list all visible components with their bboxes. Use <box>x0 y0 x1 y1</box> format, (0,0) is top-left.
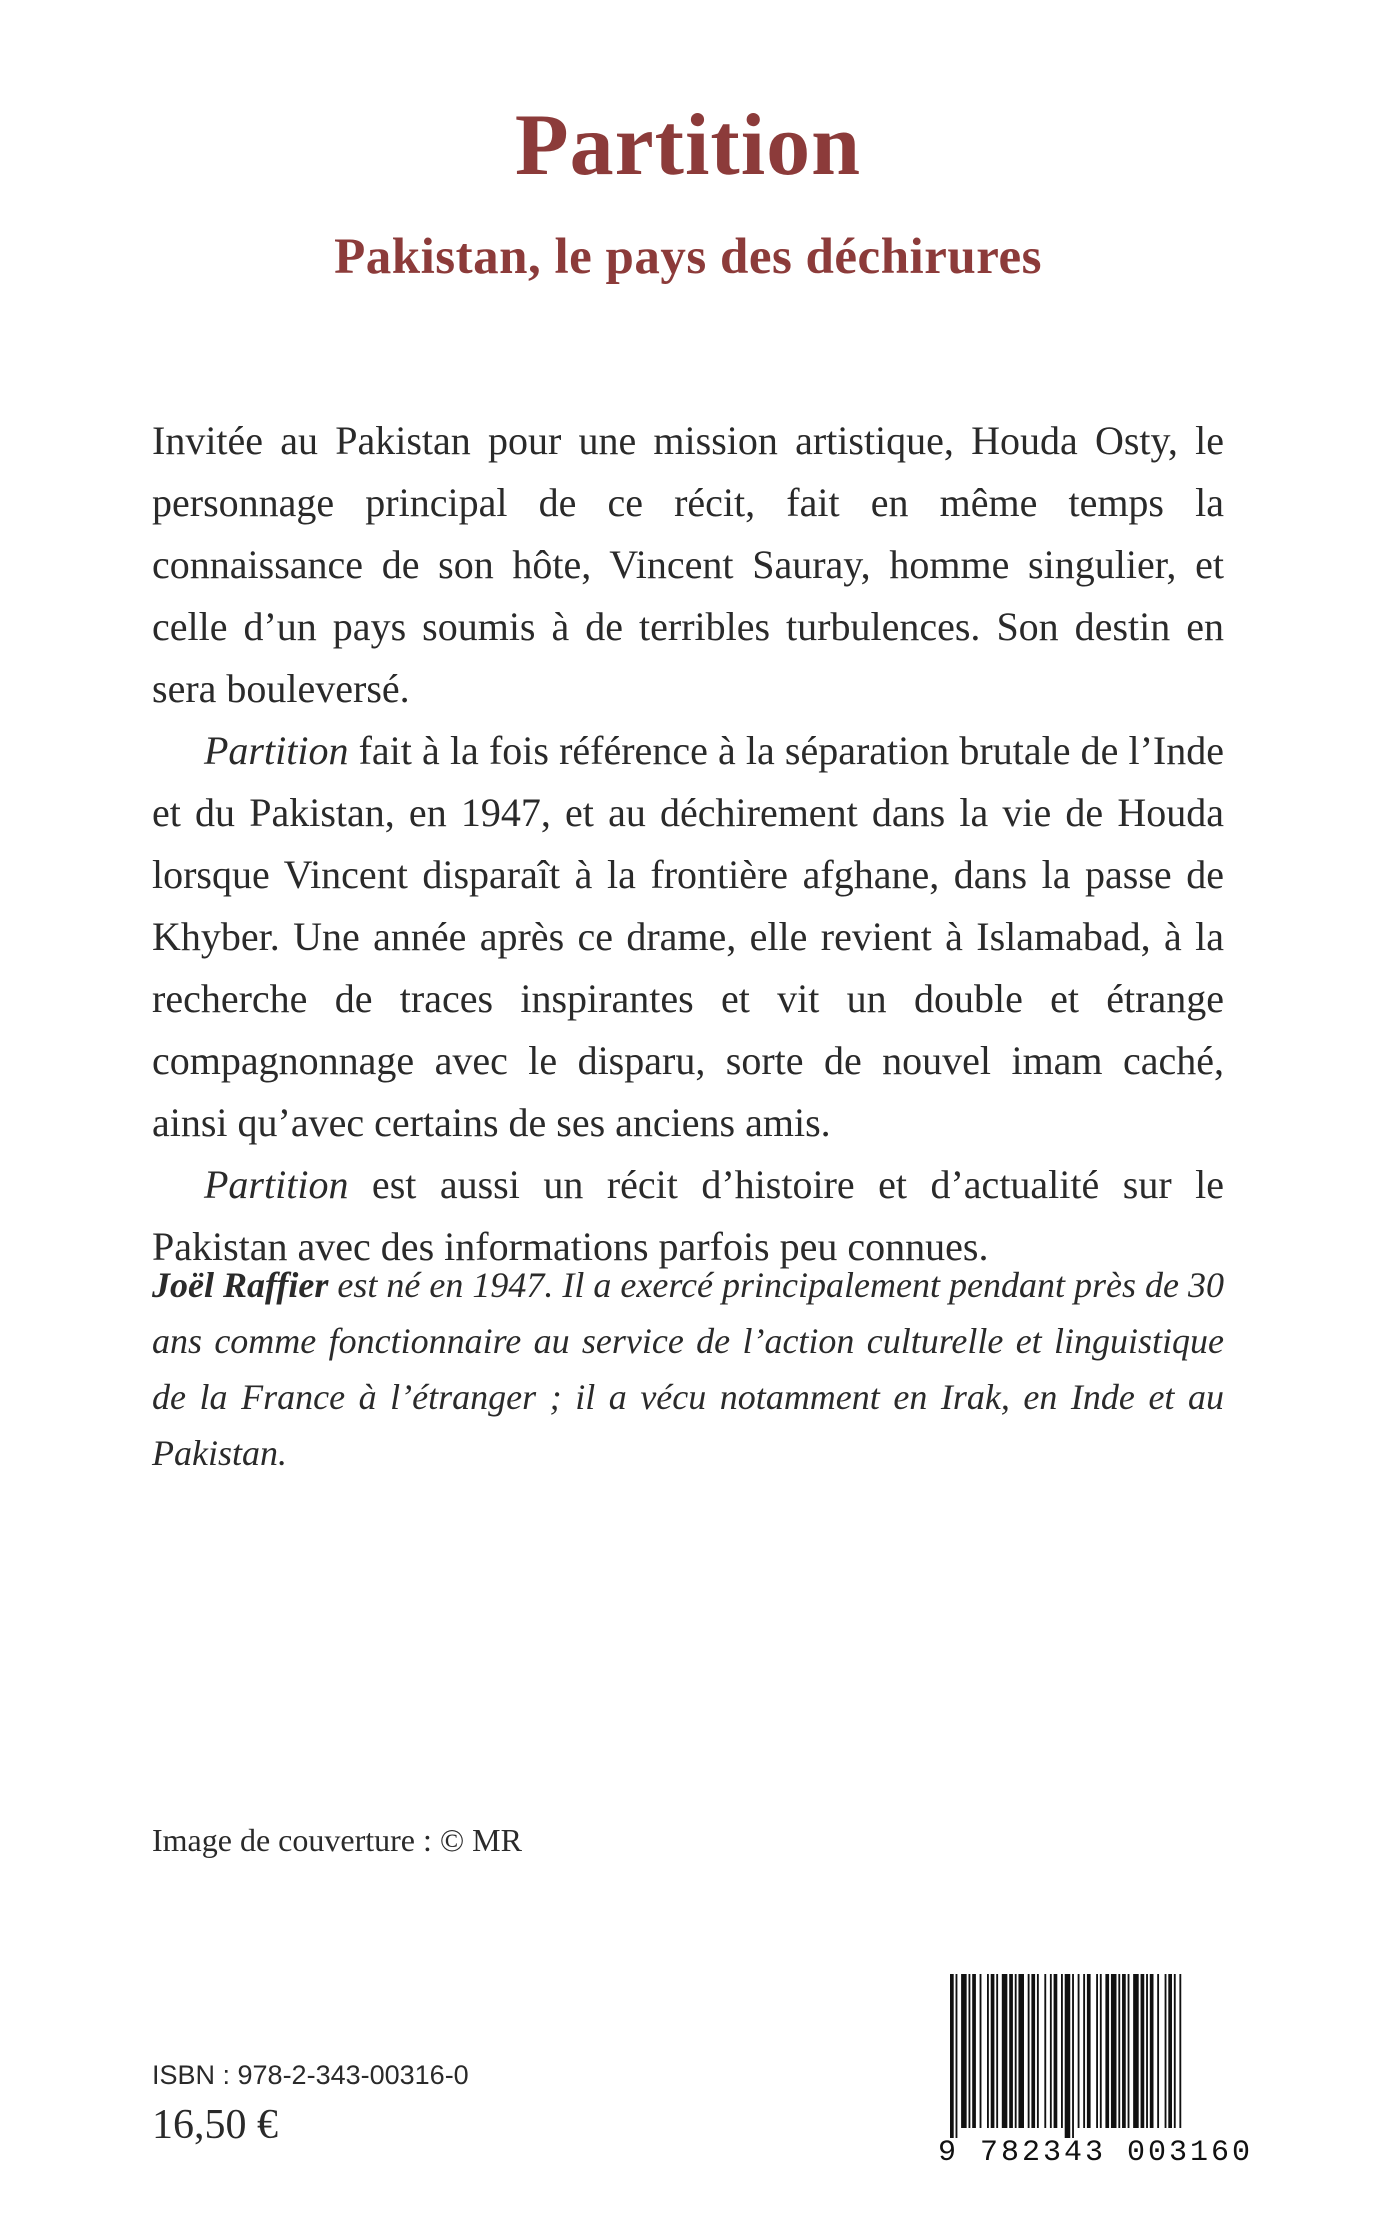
barcode-bar <box>1168 1974 1172 2128</box>
barcode-bar <box>1028 1974 1030 2128</box>
barcode-bar <box>980 1974 982 2128</box>
barcode-bar <box>1009 1974 1013 2128</box>
barcode-bar <box>1072 1974 1074 2138</box>
barcode-bar <box>1031 1974 1035 2128</box>
barcode-bar <box>950 1974 954 2138</box>
barcode-bar <box>1002 1974 1008 2128</box>
barcode-bar <box>1078 1974 1080 2128</box>
barcode-digits: 9 782343 003160 <box>938 2136 1254 2170</box>
blurb-paragraph-1: Invitée au Pakistan pour une mission artistique, Houda Osty, le personnage principal de ce récit, fait en même temps la connaissance de son hôte, Vincent Sauray, homme singulier, et celle d’un pays soumis à de terribles turbulences. Son destin en sera bouleversé. <box>152 418 1224 711</box>
barcode-bar <box>1050 1974 1052 2128</box>
blurb-title-italic: Partition <box>204 728 349 773</box>
barcode-bar <box>1133 1974 1139 2128</box>
barcode-bar <box>996 1974 998 2128</box>
barcode-bar <box>1015 1974 1017 2128</box>
barcode-bar <box>987 1974 989 2128</box>
barcode-bar <box>1128 1974 1130 2128</box>
barcode-bar <box>1100 1974 1102 2128</box>
barcode-bar <box>1174 1974 1176 2128</box>
barcode-bar <box>969 1974 971 2128</box>
barcode-bar <box>1096 1974 1098 2128</box>
barcode-bar <box>1087 1974 1091 2128</box>
barcode-bar <box>1105 1974 1109 2128</box>
barcode-bar <box>1061 1974 1063 2128</box>
book-subtitle: Pakistan, le pays des déchirures <box>334 229 1042 285</box>
barcode-bar <box>961 1974 967 2128</box>
author-bio-text: est né en 1947. Il a exercé principalement pendant près de 30 ans comme fonctionnaire au service de l’action culturelle et linguistique de la France à l’étranger ; il a vécu notamment en Irak, en Inde et au Pakistan. <box>152 1265 1225 1473</box>
barcode-bar <box>1179 1974 1181 2128</box>
book-title: Partition <box>514 97 862 194</box>
barcode-bar <box>1141 1974 1145 2128</box>
barcode-bar <box>991 1974 995 2128</box>
barcode <box>938 1968 1254 2176</box>
blurb-paragraph-3-text: est aussi un récit d’histoire et d’actualité sur le Pakistan avec des informations parfois peu connues. <box>152 1162 1224 1269</box>
author-bio <box>152 1257 1224 1481</box>
barcode-bar <box>1122 1974 1126 2128</box>
isbn: ISBN : 978-2-343-00316-0 <box>152 2060 469 2090</box>
blurb-title-italic: Partition <box>204 1162 349 1207</box>
barcode-bar <box>1054 1974 1058 2128</box>
blurb-paragraph-2-text: fait à la fois référence à la séparation brutale de l’Inde et du Pakistan, en 1947, et au déchirement dans la vie de Houda lorsque Vincent disparaît à la frontière afghane, dans la passe de Khyber. Une année après ce drame, elle revient à Islamabad, à la recherche de traces inspirantes et vit un double et étrange compagnonnage avec le disparu, sorte de nouvel imam caché, ainsi qu’avec certains de ses anciens amis. <box>152 728 1224 1145</box>
barcode-bar <box>1150 1974 1154 2128</box>
barcode-bar <box>1146 1974 1148 2128</box>
barcode-bar <box>1157 1974 1159 2128</box>
blurb-paragraph-2 <box>152 720 1224 1154</box>
blurb <box>152 410 1224 1278</box>
cover-image-credit: Image de couverture : © MR <box>152 1822 522 1858</box>
barcode-bar <box>1118 1974 1120 2128</box>
barcode-bar <box>972 1974 976 2128</box>
barcode-icon <box>938 1968 1238 2138</box>
barcode-bar <box>956 1974 958 2138</box>
barcode-bar <box>1018 1974 1024 2128</box>
barcode-bar <box>1037 1974 1039 2128</box>
barcode-bar <box>1111 1974 1117 2128</box>
price: 16,50 € <box>152 2102 278 2148</box>
barcode-bar <box>1044 1974 1046 2128</box>
barcode-bar <box>1065 1974 1071 2138</box>
barcode-bar <box>1165 1974 1167 2128</box>
barcode-bar <box>1083 1974 1085 2128</box>
author-name: Joël Raffier <box>152 1265 329 1305</box>
